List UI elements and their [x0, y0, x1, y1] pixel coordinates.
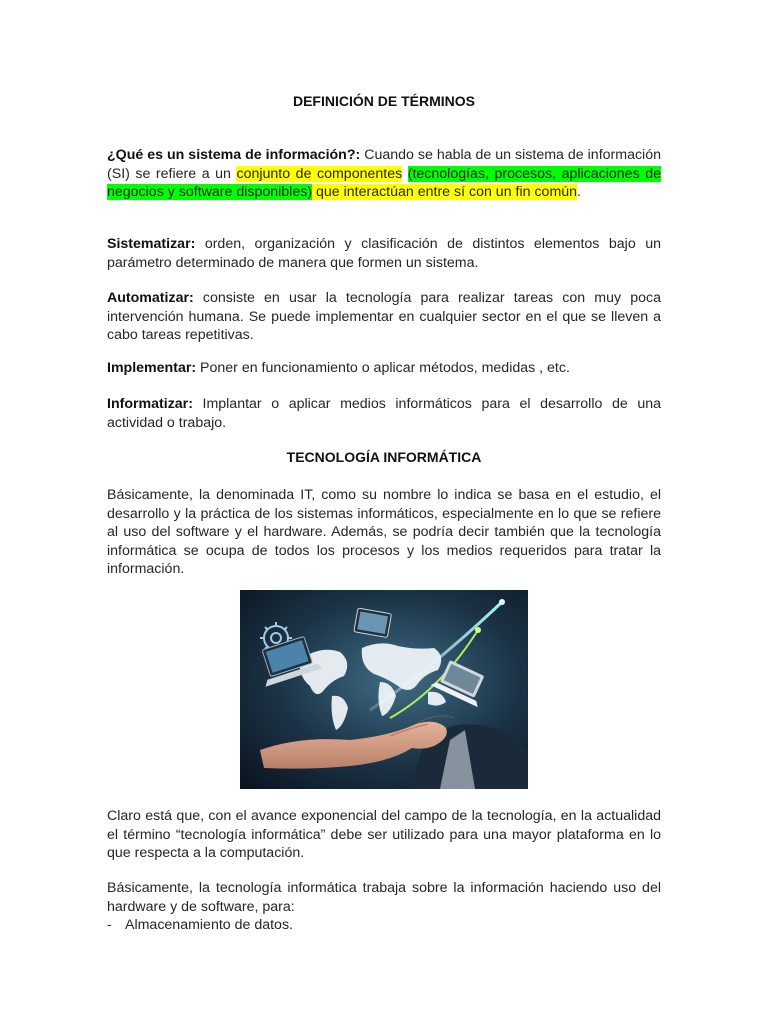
highlight-fin-comun: que interactúan entre sí con un fin común: [312, 184, 578, 200]
definition-text: Cuando se habla de un sistema de información (SI) se refiere a un: [107, 147, 661, 182]
definition-text: Poner en funcionamiento o aplicar métodos, medidas , etc.: [196, 360, 570, 376]
term-label: Informatizar:: [107, 396, 193, 412]
list-bullet: -: [107, 917, 112, 933]
term-label: Sistematizar:: [107, 236, 196, 252]
list-item-text: Almacenamiento de datos.: [125, 917, 293, 933]
list-item: [107, 916, 661, 935]
page-title: DEFINICIÓN DE TÉRMINOS: [292, 93, 475, 109]
definition-text: consiste en usar la tecnología para realizar tareas con muy poca intervención humana. Se puede implementar en cualquier sector en el que se lleven a cabo tareas repetitivas.: [107, 290, 661, 343]
definition-informatizar: [107, 395, 661, 432]
definition-implementar: [107, 359, 661, 378]
term-label: Automatizar:: [107, 290, 194, 306]
definition-text: orden, organización y clasificación de distintos elementos bajo un parámetro determinado de manera que formen un sistema.: [107, 236, 661, 271]
definition-automatizar: [107, 289, 661, 345]
definition-text: Implantar o aplicar medios informáticos para el desarrollo de una actividad o trabajo.: [107, 396, 661, 431]
paragraph-it: Básicamente, la denominada IT, como su nombre lo indica se basa en el estudio, el desarrollo y la práctica de los sistemas informáticos, especialmente en lo que se refiere al uso del software y el hardware. Además, se podría decir también que la tecnología informática se ocupa de todos los procesos y los medios requeridos para tratar la información.: [107, 487, 661, 577]
highlight-tecnologias: (tecnologías, procesos, aplicaciones de negocios y software disponibles): [107, 165, 662, 200]
paragraph-trabaja: Básicamente, la tecnología informática trabaja sobre la información haciendo uso del hardware y de software, para:: [107, 880, 661, 915]
definition-sistematizar: [107, 235, 661, 272]
paragraph-avance: Claro está que, con el avance exponencial del campo de la tecnología, en la actualidad el término “tecnología informática” debe ser utilizado para una mayor plataforma en lo que respecta a la computación.: [107, 808, 661, 861]
section-heading: TECNOLOGÍA INFORMÁTICA: [286, 449, 482, 465]
definition-sistema-informacion: [107, 146, 661, 202]
definition-end: .: [577, 184, 581, 200]
term-label: Implementar:: [107, 360, 197, 376]
highlight-conjunto: conjunto de componentes: [236, 165, 403, 182]
technology-illustration: [240, 590, 528, 789]
term-label: ¿Qué es un sistema de información?:: [107, 147, 361, 163]
